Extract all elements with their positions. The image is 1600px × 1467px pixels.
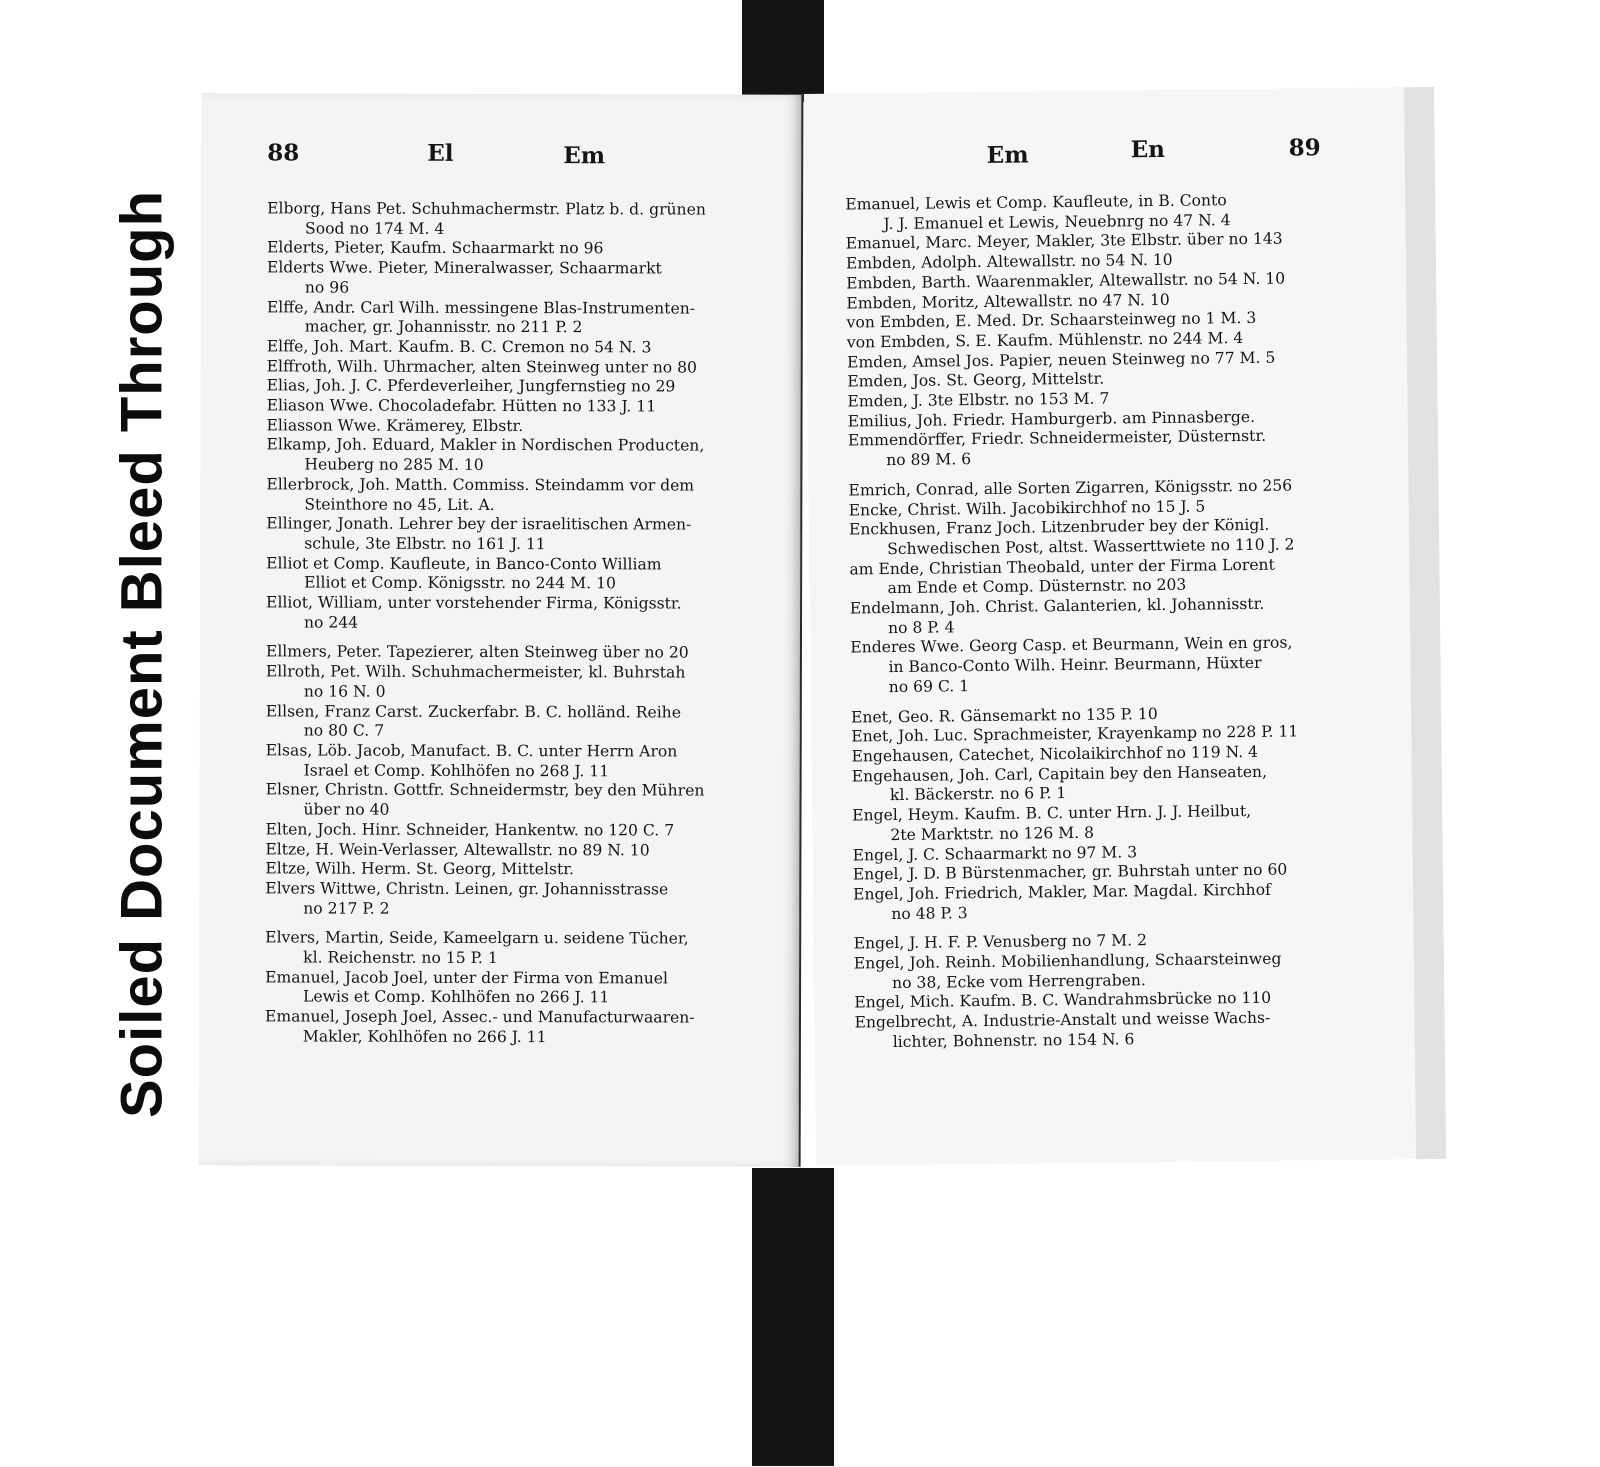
- entry-line: Elffe, Joh. Mart. Kaufm. B. C. Cremon no 54 N. 3: [266, 337, 652, 357]
- entry-continuation-line: lichter, Bohnenstr. no 154 N. 6: [892, 1030, 1135, 1051]
- entry-line: Engel, Joh. Reinh. Mobilienhandlung, Schaarsteinweg: [853, 949, 1282, 973]
- right-page-number: 89: [1288, 134, 1321, 162]
- entry-line: Engel, Mich. Kaufm. B. C. Wandrahmsbrücke no 110: [854, 989, 1272, 1012]
- directory-entry: [265, 820, 765, 841]
- entry-line: Emmendörffer, Friedr. Schneidermeister, Düsternstr.: [847, 427, 1267, 450]
- directory-entry: [267, 396, 767, 417]
- directory-entry: [853, 880, 1359, 925]
- entry-line: Ellinger, Jonath. Lehrer bey der israelitischen Armen-: [266, 514, 692, 534]
- entry-continuation-line: no 217 P. 2: [303, 899, 390, 918]
- entry-continuation-line: Lewis et Comp. Kohlhöfen no 266 J. 11: [303, 987, 610, 1007]
- entry-line: Elffroth, Wilh. Uhrmacher, alten Steinweg unter no 80: [266, 357, 698, 377]
- entry-line: Emrich, Conrad, alle Sorten Zigarren, Königsstr. no 256: [848, 476, 1293, 500]
- directory-entry: [267, 337, 767, 358]
- entry-line: Engel, J. H. F. P. Venusberg no 7 M. 2: [853, 931, 1148, 953]
- entry-continuation-line: no 8 P. 4: [887, 618, 955, 637]
- entry-continuation-line: macher, gr. Johannisstr. no 211 P. 2: [304, 317, 583, 337]
- entry-line: Enckhusen, Franz Joch. Litzenbruder bey der Königl.: [848, 515, 1270, 539]
- entry-continuation-line: Steinthore no 45, Lit. A.: [304, 495, 495, 514]
- directory-entry: [266, 475, 766, 516]
- entry-line: Emden, Jos. St. Georg, Mittelstr.: [847, 369, 1105, 391]
- left-entry-list: [265, 199, 767, 1048]
- entry-line: Elkamp, Joh. Eduard, Makler in Nordischen Producten,: [266, 435, 705, 455]
- entry-line: Enet, Joh. Luc. Sprachmeister, Krayenkamp no 228 P. 11: [851, 722, 1299, 746]
- directory-entry: [850, 594, 1356, 639]
- directory-entry: [267, 239, 767, 260]
- directory-entry: [265, 879, 765, 920]
- entry-continuation-line: Heuberg no 285 M. 10: [304, 455, 484, 475]
- entry-line: Emden, J. 3te Elbstr. no 153 M. 7: [847, 389, 1110, 411]
- dark-spine-shadow-top: [742, 0, 824, 102]
- directory-entry: [266, 436, 766, 477]
- right-running-head: [805, 133, 1435, 170]
- directory-entry: [266, 643, 766, 664]
- directory-entry: [845, 190, 1351, 235]
- entry-continuation-line: no 244: [303, 613, 359, 632]
- entry-line: Ellmers, Peter. Tapezierer, alten Steinweg über no 20: [265, 642, 689, 662]
- entry-continuation-line: kl. Bäckerstr. no 6 P. 1: [889, 784, 1067, 805]
- entry-continuation-line: no 16 N. 0: [303, 682, 386, 701]
- directory-entry: [266, 515, 766, 556]
- right-entry-list: [845, 190, 1361, 1053]
- directory-entry: [852, 801, 1358, 846]
- directory-entry: [266, 554, 766, 595]
- entry-continuation-line: no 48 P. 3: [891, 903, 968, 923]
- directory-entry: [267, 416, 767, 437]
- entry-line: Eltze, H. Wein-Verlasser, Altewallstr. no 89 N. 10: [265, 839, 650, 859]
- entry-line: Eliason Wwe. Chocoladefabr. Hütten no 133 J. 11: [266, 396, 657, 416]
- right-page-edge: [1404, 87, 1446, 1159]
- directory-entry: [266, 702, 766, 743]
- entry-continuation-line: Sood no 174 M. 4: [305, 219, 445, 238]
- left-running-head: [201, 139, 801, 171]
- entry-line: Elvers, Martin, Seide, Kameelgarn u. seidene Tücher,: [265, 928, 689, 948]
- entry-line: Embden, Adolph. Altewallstr. no 54 N. 10: [845, 250, 1173, 273]
- entry-line: Emden, Amsel Jos. Papier, neuen Steinweg no 77 M. 5: [846, 348, 1276, 372]
- entry-continuation-line: Israel et Comp. Kohlhöfen no 268 J. 11: [303, 761, 610, 780]
- left-page: [199, 93, 804, 1167]
- directory-entry: [265, 929, 765, 970]
- soiled-bleed-through-stamp: [92, 148, 192, 1160]
- directory-entry: [265, 860, 765, 881]
- stamp-text: Soiled Document Bleed Through: [109, 189, 175, 1119]
- entry-line: Elborg, Hans Pet. Schuhmachermstr. Platz b. d. grünen: [267, 199, 706, 219]
- right-head-last: En: [1130, 135, 1166, 164]
- entry-line: Enderes Wwe. Georg Casp. et Beurmann, Wein en gros,: [850, 633, 1293, 657]
- entry-line: Emanuel, Lewis et Comp. Kaufleute, in B. Conto: [845, 191, 1227, 214]
- entry-line: von Embden, E. Med. Dr. Schaarsteinweg no 1 M. 3: [846, 309, 1257, 332]
- entry-line: Emanuel, Jacob Joel, unter der Firma von Emanuel: [265, 968, 669, 988]
- entry-line: Elias, Joh. J. C. Pferdeverleiher, Jungfernstieg no 29: [266, 376, 676, 396]
- entry-continuation-line: am Ende et Comp. Düsternstr. no 203: [887, 576, 1187, 598]
- entry-line: Elsas, Löb. Jacob, Manufact. B. C. unter Herrn Aron: [265, 741, 678, 761]
- entry-line: Engehausen, Joh. Carl, Capitain bey den Hanseaten,: [851, 762, 1268, 786]
- directory-entry: [267, 377, 767, 398]
- entry-continuation-line: schule, 3te Elbstr. no 161 J. 11: [304, 534, 546, 554]
- entry-line: Emilius, Joh. Friedr. Hamburgerb. am Pinnasberge.: [847, 407, 1256, 431]
- entry-line: Embden, Moritz, Altewallstr. no 47 N. 10: [846, 290, 1170, 313]
- directory-entry: [852, 761, 1358, 806]
- entry-line: Encke, Christ. Wilh. Jacobikirchhof no 15 J. 5: [848, 497, 1206, 520]
- directory-entry: [267, 258, 767, 299]
- entry-continuation-line: Makler, Kohlhöfen no 266 J. 11: [302, 1027, 547, 1046]
- right-head-first: Em: [986, 141, 1029, 169]
- entry-line: Ellroth, Pet. Wilh. Schuhmachermeister, kl. Buhrstah: [265, 662, 686, 682]
- directory-entry: [265, 840, 765, 861]
- directory-entry: [267, 357, 767, 378]
- directory-entry: [850, 633, 1357, 698]
- entry-continuation-line: kl. Reichenstr. no 15 P. 1: [303, 948, 498, 968]
- entry-continuation-line: J. J. Emanuel et Lewis, Neuebnrg no 47 N. 4: [883, 210, 1231, 233]
- entry-continuation-line: no 96: [304, 278, 350, 297]
- entry-line: Emanuel, Marc. Meyer, Makler, 3te Elbstr. über no 143: [845, 229, 1283, 253]
- open-book: [200, 94, 1434, 1166]
- directory-entry: [266, 781, 766, 822]
- left-head-first: El: [427, 139, 454, 167]
- directory-entry: [266, 741, 766, 782]
- entry-line: Engel, Joh. Friedrich, Makler, Mar. Magdal. Kirchhof: [852, 880, 1271, 904]
- entry-line: Engelbrecht, A. Industrie-Anstalt und weisse Wachs-: [854, 1008, 1271, 1032]
- entry-continuation-line: Elliot et Comp. Königsstr. no 244 M. 10: [304, 573, 616, 593]
- entry-continuation-line: no 89 M. 6: [886, 450, 972, 470]
- directory-entry: [849, 554, 1355, 599]
- entry-line: Elliot et Comp. Kaufleute, in Banco-Conto William: [266, 554, 662, 574]
- directory-entry: [849, 515, 1355, 560]
- dark-spine-shadow-bottom: [752, 1168, 834, 1466]
- left-head-last: Em: [563, 142, 606, 170]
- entry-line: Enet, Geo. R. Gänsemarkt no 135 P. 10: [850, 704, 1158, 727]
- directory-entry: [265, 1008, 765, 1049]
- directory-entry: [266, 593, 766, 634]
- entry-line: Endelmann, Joh. Christ. Galanterien, kl. Johannisstr.: [849, 594, 1265, 618]
- entry-continuation-line: 2te Marktstr. no 126 M. 8: [890, 823, 1095, 844]
- entry-continuation-line: no 69 C. 1: [888, 677, 970, 696]
- directory-entry: [848, 426, 1354, 471]
- left-page-number: 88: [267, 139, 300, 167]
- entry-line: Eliasson Wwe. Krämerey, Elbstr.: [266, 416, 524, 435]
- entry-line: Elvers Wittwe, Christn. Leinen, gr. Johannisstrasse: [265, 879, 669, 899]
- entry-line: Elffe, Andr. Carl Wilh. messingene Blas-Instrumenten-: [266, 297, 696, 318]
- entry-line: Ellerbrock, Joh. Matth. Commiss. Steindamm vor dem: [266, 475, 695, 495]
- entry-line: Ellsen, Franz Carst. Zuckerfabr. B. C. holländ. Reihe: [265, 701, 681, 722]
- entry-line: von Embden, S. E. Kaufm. Mühlenstr. no 244 M. 4: [846, 328, 1244, 352]
- entry-continuation-line: über no 40: [303, 800, 390, 819]
- entry-continuation-line: in Banco-Conto Wilh. Heinr. Beurmann, Hüxter: [888, 654, 1262, 677]
- entry-continuation-line: no 80 C. 7: [303, 721, 385, 740]
- entry-continuation-line: no 38, Ecke vom Herrengraben.: [891, 970, 1146, 992]
- entry-line: Elten, Joch. Hinr. Schneider, Hankentw. no 120 C. 7: [265, 820, 675, 840]
- directory-entry: [854, 1008, 1360, 1053]
- directory-entry: [267, 199, 767, 240]
- directory-entry: [266, 663, 766, 704]
- entry-continuation-line: Schwedischen Post, altst. Wasserttwiete no 110 J. 2: [887, 535, 1295, 559]
- directory-entry: [265, 968, 765, 1009]
- entry-line: Engel, Heym. Kaufm. B. C. unter Hrn. J. J. Heilbut,: [852, 802, 1252, 825]
- entry-line: Elderts Wwe. Pieter, Mineralwasser, Schaarmarkt: [266, 258, 662, 278]
- entry-line: Elsner, Christn. Gottfr. Schneidermstr, bey den Mühren: [265, 780, 705, 800]
- entry-line: Eltze, Wilh. Herm. St. Georg, Mittelstr.: [265, 859, 575, 879]
- entry-line: Engel, J. D. B Bürstenmacher, gr. Buhrstah unter no 60: [852, 860, 1288, 884]
- directory-entry: [267, 298, 767, 339]
- entry-line: Engehausen, Catechet, Nicolaikirchhof no 119 N. 4: [851, 742, 1259, 766]
- entry-line: Embden, Barth. Waarenmakler, Altewallstr. no 54 N. 10: [846, 269, 1286, 293]
- entry-line: Engel, J. C. Schaarmarkt no 97 M. 3: [852, 842, 1138, 864]
- directory-entry: [854, 949, 1360, 994]
- entry-line: Elliot, William, unter vorstehender Firma, Königsstr.: [266, 593, 682, 613]
- entry-line: am Ende, Christian Theobald, unter der Firma Lorent: [849, 555, 1275, 579]
- entry-line: Elderts, Pieter, Kaufm. Schaarmarkt no 96: [266, 238, 604, 258]
- entry-line: Emanuel, Joseph Joel, Assec.- und Manufacturwaaren-: [264, 1007, 695, 1027]
- right-page: [804, 87, 1446, 1166]
